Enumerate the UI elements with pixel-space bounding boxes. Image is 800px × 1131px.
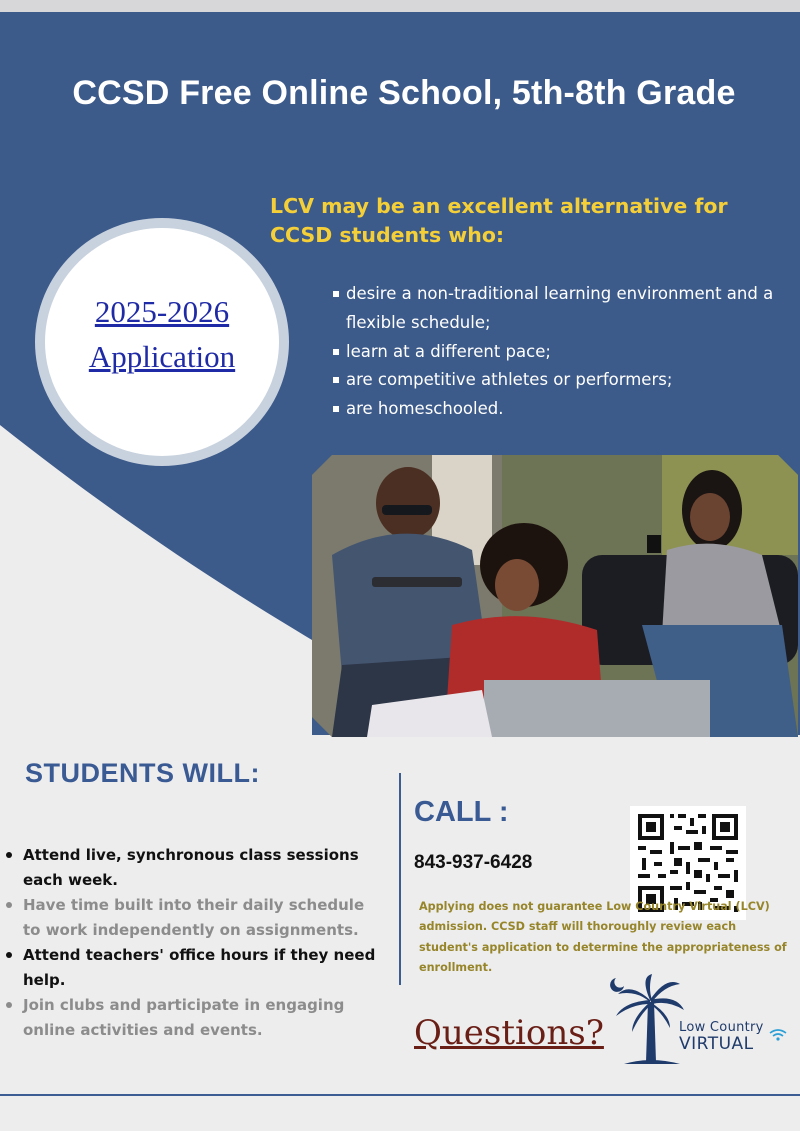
criteria-item: are homeschooled.: [333, 395, 793, 424]
page-title: CCSD Free Online School, 5th-8th Grade: [72, 74, 736, 112]
phone-number[interactable]: 843-937-6428: [414, 852, 533, 873]
list-item: Attend live, synchronous class sessions each week.: [6, 843, 386, 892]
list-item: Have time built into their daily schedule to work independently on assignments.: [6, 893, 386, 942]
application-link[interactable]: [45, 289, 279, 379]
list-item: Join clubs and participate in engaging online activities and events.: [6, 993, 386, 1042]
application-label[interactable]: Application: [88, 339, 236, 374]
bottom-divider: [0, 1094, 800, 1096]
criteria-list: [333, 280, 793, 424]
criteria-item: are competitive athletes or performers;: [333, 366, 793, 395]
students-will-heading: STUDENTS WILL:: [25, 758, 260, 788]
family-photo: [312, 455, 798, 737]
list-item: Attend teachers' office hours if they need help.: [6, 943, 386, 992]
call-label: CALL :: [414, 796, 509, 828]
logo-text-virtual: VIRTUAL: [679, 1034, 754, 1054]
admission-disclaimer: Applying does not guarantee Low Country Virtual (LCV) admission. CCSD staff will thoroughly review each student's application to determine the appropriateness of enrollment.: [419, 900, 787, 974]
vertical-divider: [399, 773, 401, 985]
questions-link[interactable]: Questions?: [414, 1013, 604, 1053]
tagline: LCV may be an excellent alternative for CCSD students who:: [270, 194, 728, 247]
criteria-item: learn at a different pace;: [333, 338, 793, 367]
application-year[interactable]: 2025-2026: [94, 294, 230, 329]
students-will-list: [6, 843, 386, 1043]
criteria-item: desire a non-traditional learning environment and a flexible schedule;: [333, 280, 793, 338]
logo-text-low-country: Low Country: [679, 1020, 764, 1035]
